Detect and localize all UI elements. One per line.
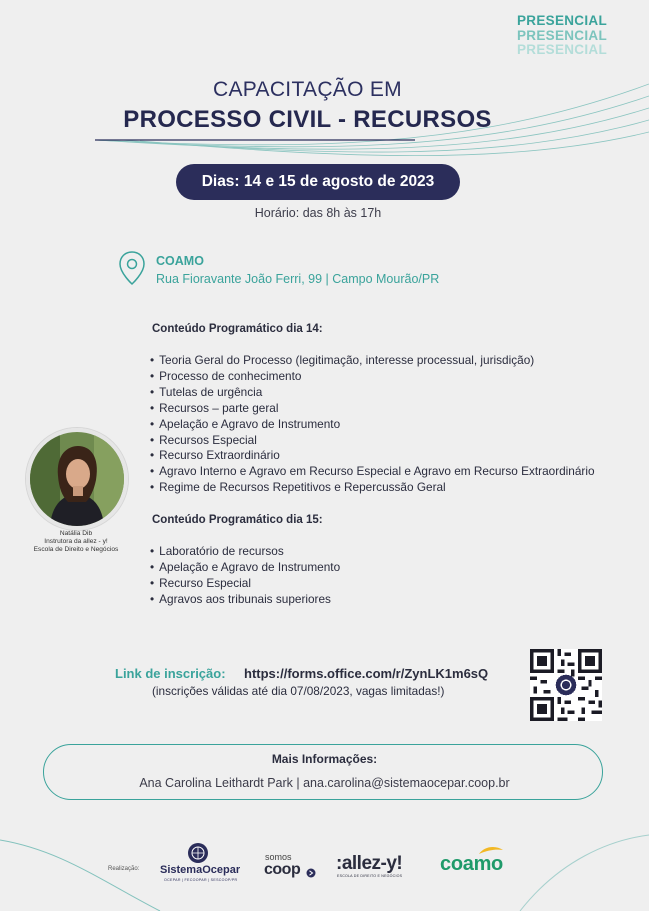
allez-y-logo: :allez-y! — [336, 853, 403, 874]
location-name: COAMO — [156, 254, 204, 268]
date-pill: Dias: 14 e 15 de agosto de 2023 — [176, 164, 460, 200]
somos-coop-logo: coop — [264, 861, 301, 878]
title-line-1: CAPACITAÇÃO EM — [213, 78, 402, 101]
instructor-portrait — [30, 432, 124, 526]
list-item: • Apelação e Agravo de Instrumento — [150, 560, 340, 576]
presencial-badge — [517, 14, 607, 58]
list-item: • Apelação e Agravo de Instrumento — [150, 417, 595, 433]
coop-arrow-icon — [306, 868, 316, 878]
instructor-school: Escola de Direito e Negócios — [33, 546, 119, 554]
list-item: • Recurso Especial — [150, 576, 340, 592]
page-title: PROCESSO CIVIL - RECURSOS — [123, 106, 492, 133]
contact-line[interactable]: Ana Carolina Leithardt Park | ana.carolina@sistemaocepar.coop.br — [139, 776, 510, 790]
program-day14-list — [150, 353, 595, 496]
program-day15-heading: Conteúdo Programático dia 15: — [152, 514, 323, 526]
list-item: • Agravo Interno e Agravo em Recurso Especial e Agravo em Recurso Extraordinário — [150, 464, 595, 480]
list-item: • Recursos Especial — [150, 433, 595, 449]
somos-coop-logo-top: somos — [265, 852, 292, 862]
ocepar-logo-sub: OCEPAR | FECOOPAR | SESCOOP/PR — [164, 878, 238, 882]
qr-code[interactable] — [530, 649, 602, 721]
coamo-logo: coamo — [440, 853, 503, 875]
program-day15-list — [150, 544, 340, 608]
list-item: • Processo de conhecimento — [150, 369, 595, 385]
instructor-caption — [12, 530, 140, 555]
instructor-name: Natália Dib — [59, 530, 93, 537]
realizacao-label: Realização: — [108, 866, 140, 872]
location-address: Rua Fioravante João Ferri, 99 | Campo Mourão/PR — [156, 272, 440, 286]
badge-line: PRESENCIAL — [516, 13, 607, 28]
registration-link[interactable]: https://forms.office.com/r/ZynLK1m6sQ — [244, 666, 489, 681]
list-item: • Recursos – parte geral — [150, 401, 595, 417]
ocepar-globe-icon — [187, 842, 209, 864]
allez-y-logo-sub: ESCOLA DE DIREITO E NEGÓCIOS — [337, 874, 403, 878]
registration-label: Link de inscrição: — [115, 666, 226, 681]
registration-note: (inscrições válidas até dia 07/08/2023, vagas limitadas!) — [152, 684, 445, 698]
badge-line: PRESENCIAL — [516, 27, 607, 43]
instructor-photo — [26, 428, 128, 530]
list-item: • Tutelas de urgência — [150, 385, 595, 401]
badge-line: PRESENCIAL — [516, 42, 607, 57]
ocepar-logo: SistemaOcepar — [160, 864, 241, 876]
list-item: • Laboratório de recursos — [150, 544, 340, 560]
list-item: • Agravos aos tribunais superiores — [150, 592, 340, 608]
program-day14-heading: Conteúdo Programático dia 14: — [152, 323, 323, 335]
info-heading: Mais Informações: — [271, 752, 378, 766]
list-item: • Regime de Recursos Repetitivos e Repercussão Geral — [150, 480, 595, 496]
schedule-hours: Horário: das 8h às 17h — [254, 206, 382, 220]
location-pin-icon — [118, 250, 146, 286]
list-item: • Recurso Extraordinário — [150, 448, 595, 464]
list-item: • Teoria Geral do Processo (legitimação, interesse processual, jurisdição) — [150, 353, 595, 369]
instructor-role: Instrutora da allez - y! — [44, 538, 108, 546]
